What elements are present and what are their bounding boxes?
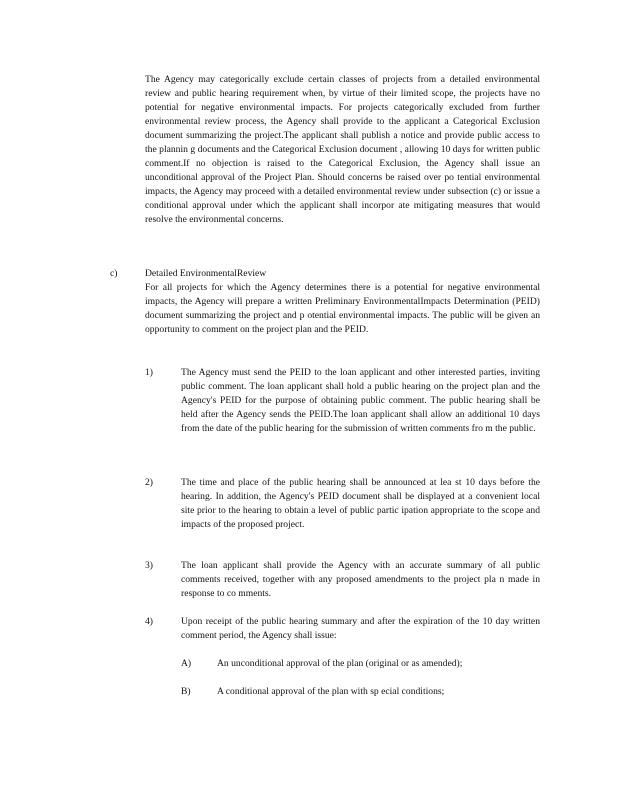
item-4-text: Upon receipt of the public hearing summary and after the expiration of the 10 day written comment period, the Agency shall issue: (181, 616, 540, 641)
intro-paragraph: The Agency may categorically exclude certain classes of projects from a detailed environmental review and public hearing requirement when, by virtue of their limited scope, the projects have no potential for negative environmental impacts. For projects categorically excluded from further environmental review process, the Agency shall provide to the applicant a Categorical Exclusion document summarizing the project.The applicant shall publish a notice and provide public access to the plannin g documents and the Categorical Exclusion document , allowing 10 days for written public comment.If no objection is raised to the Categorical Exclusion, the Agency shall issue an unconditional approval of the Project Plan. Should concerns be raised over po tential environmental impacts, the Agency may proceed with a detailed environmental review under subsection (c) or issue a conditional approval under which the applicant shall incorpor ate mitigating measures that would resolve the environmental concerns. (145, 74, 540, 225)
subitem-a-text: An unconditional approval of the plan (original or as amended); (217, 658, 463, 669)
subitem-b-letter: B) (181, 686, 191, 697)
subitem-b-text: A conditional approval of the plan with sp ecial conditions; (217, 686, 445, 697)
item-1-text: The Agency must send the PEID to the loan applicant and other interested parties, inviting public comment. The loan applicant shall hold a public hearing on the project plan and the Agency's PEID for the purpose of obtaining public comment. The public hearing shall be held after the Agency sends the PEID.The loan applicant shall allow an additional 10 days from the date of the public hearing for the submission of written comments fro m the public. (181, 367, 540, 434)
item-2-number: 2) (145, 477, 153, 488)
item-3-number: 3) (145, 560, 153, 571)
section-c-heading: Detailed EnvironmentalReview (145, 268, 267, 279)
section-c-marker: c) (110, 268, 118, 279)
item-4-number: 4) (145, 616, 153, 627)
item-3-text: The loan applicant shall provide the Agency with an accurate summary of all public comments received, together with any proposed amendments to the project pla n made in response to co mments. (181, 560, 540, 599)
subitem-a-letter: A) (181, 658, 192, 669)
section-c-body: For all projects for which the Agency determines there is a potential for negative environmental impacts, the Agency will prepare a written Preliminary EnvironmentalImpacts Determination (PEID) document summarizing the project and p otential environmental impacts. The public will be given an opportunity to comment on the project plan and the PEID. (145, 282, 540, 335)
item-1-number: 1) (145, 367, 153, 378)
item-2-text: The time and place of the public hearing shall be announced at lea st 10 days before the hearing. In addition, the Agency's PEID document shall be displayed at a convenient local site prior to the hearing to obtain a level of public partic ipation appropriate to the scope and impacts of the proposed project. (181, 477, 540, 530)
